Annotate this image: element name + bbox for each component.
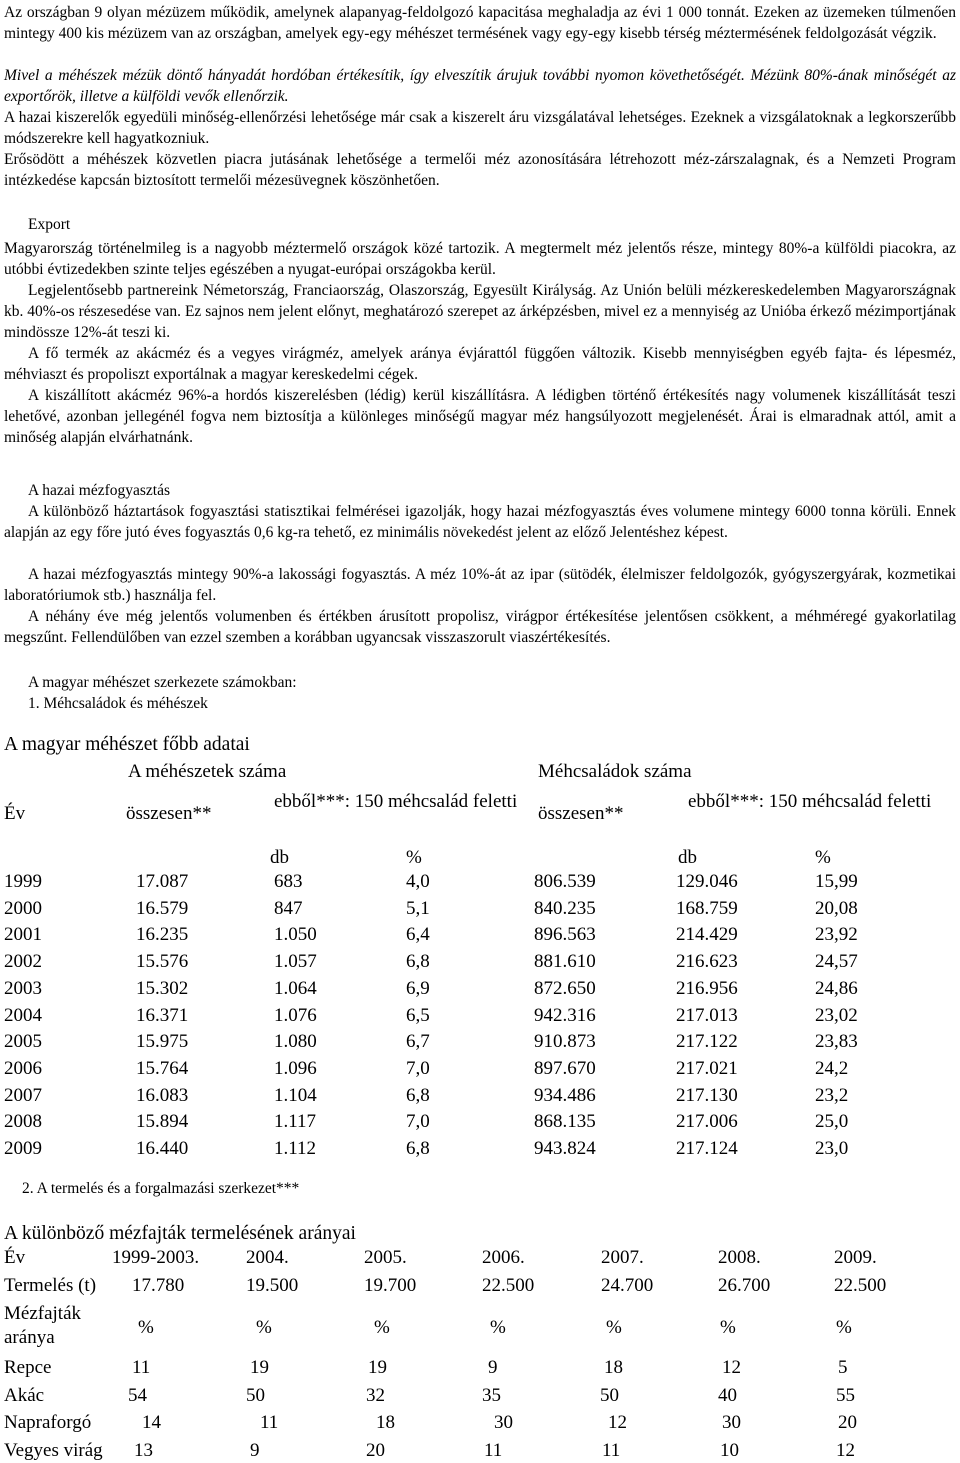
table1-beekeepers-total-cell: 15.894 (136, 1111, 189, 1133)
table1-colonies-over150-db-cell: 217.006 (676, 1111, 738, 1133)
table1-year-cell: 2008 (4, 1111, 42, 1133)
table1-beekeepers-over150-pct-cell: 6,9 (406, 977, 430, 999)
honey-share-cell: 50 (600, 1384, 619, 1406)
honey-share-cell: 9 (488, 1357, 498, 1378)
beekeepers-group-header: A méhészetek száma (128, 761, 287, 782)
honey-share-cell: 19 (250, 1357, 269, 1378)
honey-share-cell: 19 (368, 1357, 387, 1378)
table1-colonies-over150-db-cell: 217.122 (676, 1031, 738, 1053)
table1-colonies-total-cell: 881.610 (534, 951, 596, 973)
share-pct-unit: % (490, 1317, 506, 1338)
table2-year-header: 2009. (834, 1247, 877, 1268)
table2-section-heading: 2. A termelés és a forgalmazási szerkezet*** (22, 1180, 300, 1197)
table1-colonies-total-cell: 840.235 (534, 897, 596, 919)
year-column-header: Év (4, 803, 26, 824)
beekeepers-over150-header: ebből***: 150 méhcsalád feletti (274, 791, 518, 812)
table1-colonies-over150-db-cell: 168.759 (676, 897, 738, 919)
table1-beekeepers-over150-pct-cell: 6,7 (406, 1031, 430, 1053)
honey-share-cell: 12 (836, 1439, 855, 1461)
honey-share-cell: 11 (260, 1412, 279, 1433)
table1-beekeepers-over150-pct-cell: 6,5 (406, 1004, 430, 1026)
share-pct-unit: % (606, 1317, 622, 1338)
table1-beekeepers-total-cell: 16.579 (136, 897, 189, 919)
table1-colonies-total-cell: 896.563 (534, 924, 596, 946)
intro-paragraph-3: A hazai kiszerelők egyedüli minőség-ellenőrzési lehetősége már csak a kiszerelt áru vizsgálatával lehetséges. Ezeknek a vizsgálatoknak a legkorszerűbb módszerekre kell hagyatkozniuk. (4, 109, 956, 147)
table1-colonies-over150-pct-cell: 24,2 (815, 1057, 849, 1079)
table2-title: A különböző mézfajták termelésének arányai (4, 1223, 356, 1244)
table1-title: A magyar méhészet főbb adatai (4, 734, 250, 755)
table1-beekeepers-total-cell: 15.576 (136, 951, 189, 973)
production-cell: 22.500 (482, 1275, 535, 1296)
table1-colonies-over150-pct-cell: 24,57 (815, 951, 858, 973)
colonies-db-unit: db (678, 847, 697, 868)
table2-year-header: 2006. (482, 1247, 525, 1268)
honey-share-cell: 35 (482, 1384, 501, 1406)
intro-paragraph-1: Az országban 9 olyan mézüzem működik, amelynek alapanyag-feldolgozó kapacitása meghaladja az évi 1 000 tonnát. Ezeken az üzemeken túlmenően mintegy 400 kis mézüzem van az országban, amelyek egy-egy méhészet termésének vagy egy-egy kisebb térség méztermésének feldolgozását végzik. (4, 4, 956, 42)
honey-type-name: Napraforgó (4, 1412, 92, 1433)
beekeepers-db-unit: db (270, 847, 289, 868)
table1-colonies-total-cell: 868.135 (534, 1111, 596, 1133)
table1-colonies-total-cell: 806.539 (534, 871, 596, 892)
table1-beekeepers-over150-db-cell: 1.112 (274, 1138, 317, 1159)
production-cell: 24.700 (601, 1275, 654, 1296)
honey-share-cell: 20 (838, 1412, 857, 1433)
table1-colonies-over150-db-cell: 217.124 (676, 1138, 738, 1159)
table1-colonies-over150-pct-cell: 15,99 (815, 871, 858, 892)
table1-beekeepers-over150-pct-cell: 7,0 (406, 1111, 430, 1133)
honey-share-cell: 40 (718, 1384, 737, 1406)
table1-beekeepers-over150-db-cell: 1.057 (274, 951, 317, 973)
domestic-paragraph-1: A különböző háztartások fogyasztási statisztikai felmérései igazolják, hogy hazai mézfogyasztás éves volumene mintegy 6000 tonna körüli. Ennek alapján az egy főre jutó éves fogyasztás 0,6 kg-ra tehető, ez minimális növekedést jelent az előző Jelentéshez képest. (4, 503, 956, 541)
honey-type-name: Repce (4, 1357, 52, 1378)
table1-beekeepers-over150-db-cell: 1.064 (274, 977, 317, 999)
table1-colonies-over150-db-cell: 217.130 (676, 1084, 738, 1106)
share-label: Mézfajták aránya (4, 1303, 82, 1348)
honey-share-cell: 13 (134, 1439, 153, 1461)
table1-year-cell: 1999 (4, 871, 42, 892)
honey-share-cell: 11 (132, 1357, 151, 1378)
table1-colonies-over150-db-cell: 217.021 (676, 1057, 738, 1079)
table1-beekeepers-over150-pct-cell: 5,1 (406, 897, 430, 919)
table1-colonies-total-cell: 934.486 (534, 1084, 596, 1106)
honey-type-name: Akác (4, 1384, 45, 1406)
table1-year-cell: 2002 (4, 951, 42, 973)
table1-year-cell: 2000 (4, 897, 42, 919)
table1-year-cell: 2009 (4, 1138, 42, 1159)
table1-beekeepers-over150-db-cell: 1.076 (274, 1004, 317, 1026)
export-paragraph-2: Legjelentősebb partnereink Németország, Franciaország, Olaszország, Egyesült Királyság. Az Unión belüli mézkereskedelemben Magyarországnak kb. 40%-os részesedése van. Ez sajnos nem jelent előnyt, meghatározó szerepet az árképzésben, mivel ez a mennyiség az Unióba érkező mézimportjának mindössze 12%-át teszi ki. (4, 282, 956, 341)
export-paragraph-1: Magyarország történelmileg is a nagyobb méztermelő országok közé tartozik. A megtermelt méz jelentős része, mintegy 80%-a külföldi piacokra, az utóbbi évtizedekben szinte teljes egészében a nyugat-európai országokba kerül. (4, 240, 956, 278)
table1-colonies-over150-db-cell: 214.429 (676, 924, 738, 946)
export-paragraph-3: A fő termék az akácméz és a vegyes virágméz, amelyek aránya évjárattól függően változik. Kisebb mennyiségben egyéb fajta- és lépesméz, méhviaszt és propoliszt exportálnak a magyar kereskedelmi cégek. (4, 345, 956, 383)
beekeepers-total-header: összesen** (126, 803, 212, 824)
honey-share-cell: 12 (608, 1412, 627, 1433)
table1-colonies-over150-db-cell: 129.046 (676, 871, 738, 892)
production-cell: 17.780 (132, 1275, 185, 1296)
honey-type-name: Vegyes virág (4, 1439, 103, 1461)
colonies-over150-header: ebből***: 150 méhcsalád feletti (688, 791, 932, 812)
honey-share-cell: 11 (484, 1439, 503, 1461)
production-cell: 19.500 (246, 1275, 299, 1296)
table2-year-header: 2004. (246, 1247, 289, 1268)
table1-beekeepers-over150-pct-cell: 6,8 (406, 1138, 430, 1159)
intro-paragraph-2: Mivel a méhészek mézük döntő hányadát hordóban értékesítik, így elveszítik árujuk további nyomon követhetőségét. Mézünk 80%-ának minőségét az exportőrök, illetve a külföldi vevők ellenőrzik. (4, 67, 956, 105)
beekeepers-pct-unit: % (406, 847, 422, 868)
table1-beekeepers-total-cell: 16.083 (136, 1084, 189, 1106)
table1-beekeepers-over150-pct-cell: 6,8 (406, 951, 430, 973)
table1-beekeepers-total-cell: 15.764 (136, 1057, 189, 1079)
honey-share-cell: 55 (836, 1384, 855, 1406)
table1-beekeepers-over150-db-cell: 1.080 (274, 1031, 317, 1053)
domestic-paragraph-3: A néhány éve még jelentős volumenben és értékben árusított propolisz, virágpor értékesítése jelentősen csökkent, a méhméregé gyakorlatilag megszűnt. Fellendülőben van ezzel szemben a korábban ugyancsak visszaszorult viaszértékesítés. (4, 608, 956, 646)
table1-colonies-over150-pct-cell: 23,92 (815, 924, 858, 946)
table1-colonies-over150-db-cell: 216.956 (676, 977, 738, 999)
table1-beekeepers-total-cell: 15.975 (136, 1031, 189, 1053)
table1-beekeepers-over150-pct-cell: 6,4 (406, 924, 430, 946)
table1-colonies-over150-pct-cell: 23,83 (815, 1031, 858, 1053)
domestic-paragraph-2: A hazai mézfogyasztás mintegy 90%-a lakossági fogyasztás. A méz 10%-át az ipar (sütödék, élelmiszer feldolgozók, gyógyszergyárak, kozmetikai laboratóriumok stb.) használja fel. (4, 566, 956, 604)
honey-share-cell: 9 (250, 1439, 260, 1461)
table1-colonies-over150-pct-cell: 23,2 (815, 1084, 849, 1106)
production-label: Termelés (t) (4, 1275, 97, 1296)
intro-paragraph-4: Erősödött a méhészek közvetlen piacra jutásának lehetősége a termelői méz azonosítására létrehozott méz-zárszalagnak, és a Nemzeti Program intézkedése kapcsán biztosított termelői mézesüvegnek köszönhetően. (4, 151, 956, 189)
table1-year-cell: 2006 (4, 1057, 42, 1079)
colonies-total-header: összesen** (538, 803, 624, 824)
table1-year-cell: 2001 (4, 924, 42, 946)
export-heading: Export (28, 216, 71, 233)
table1-colonies-over150-pct-cell: 25,0 (815, 1111, 849, 1133)
table1-beekeepers-total-cell: 15.302 (136, 977, 189, 999)
table2-year-header: 2007. (601, 1247, 644, 1268)
table1-colonies-total-cell: 943.824 (534, 1138, 596, 1159)
honey-share-cell: 5 (838, 1357, 848, 1378)
honey-share-cell: 20 (366, 1439, 385, 1461)
table1-colonies-over150-db-cell: 217.013 (676, 1004, 738, 1026)
table1-beekeepers-over150-db-cell: 1.104 (274, 1084, 317, 1106)
honey-share-cell: 30 (494, 1412, 513, 1433)
table1-beekeepers-over150-db-cell: 683 (274, 871, 303, 892)
export-paragraph-4: A kiszállított akácméz 96%-a hordós kiszerelésben (lédig) kerül kiszállításra. A lédigben történő értékesítés nagy volumenek kiszállítását teszi lehetővé, azonban jellegénél fogva nem biztosítja a különleges minőségű magyar méz hangsúlyozott megjelenését. Árai is elmaradnak attól, amit a minőség alapján elvárhatnánk. (4, 387, 956, 446)
honey-share-cell: 14 (142, 1412, 161, 1433)
table1-year-cell: 2005 (4, 1031, 42, 1053)
table1-colonies-over150-pct-cell: 23,02 (815, 1004, 858, 1026)
table1-beekeepers-total-cell: 16.371 (136, 1004, 189, 1026)
domestic-heading: A hazai mézfogyasztás (28, 482, 171, 499)
share-pct-unit: % (138, 1317, 154, 1338)
production-cell: 26.700 (718, 1275, 771, 1296)
honey-share-cell: 18 (604, 1357, 623, 1378)
table2-year-header: 1999-2003. (112, 1247, 200, 1268)
table1-colonies-total-cell: 897.670 (534, 1057, 596, 1079)
structure-heading: A magyar méhészet szerkezete számokban: (28, 674, 297, 691)
share-pct-unit: % (374, 1317, 390, 1338)
table1-beekeepers-total-cell: 17.087 (136, 871, 189, 892)
table1-year-cell: 2004 (4, 1004, 42, 1026)
table1-colonies-over150-pct-cell: 23,0 (815, 1138, 849, 1159)
table1-colonies-over150-db-cell: 216.623 (676, 951, 738, 973)
table2-year-header: 2005. (364, 1247, 407, 1268)
share-pct-unit: % (720, 1317, 736, 1338)
table1-beekeepers-over150-pct-cell: 6,8 (406, 1084, 430, 1106)
table1-colonies-total-cell: 872.650 (534, 977, 596, 999)
table1-beekeepers-over150-pct-cell: 7,0 (406, 1057, 430, 1079)
table1-colonies-over150-pct-cell: 24,86 (815, 977, 858, 999)
honey-share-cell: 54 (128, 1384, 147, 1406)
honey-share-cell: 32 (366, 1384, 385, 1406)
table1-beekeepers-total-cell: 16.440 (136, 1138, 189, 1159)
table1-colonies-total-cell: 910.873 (534, 1031, 596, 1053)
table1-beekeepers-over150-db-cell: 1.117 (274, 1111, 317, 1133)
honey-share-cell: 30 (722, 1412, 741, 1433)
table1-beekeepers-over150-pct-cell: 4,0 (406, 871, 430, 892)
honey-share-cell: 10 (720, 1439, 739, 1461)
table1-beekeepers-over150-db-cell: 847 (274, 897, 303, 919)
table1-year-cell: 2007 (4, 1084, 42, 1106)
table2-year-label: Év (4, 1247, 26, 1268)
colonies-group-header: Méhcsaládok száma (538, 761, 692, 782)
production-cell: 19.700 (364, 1275, 417, 1296)
table2-year-header: 2008. (718, 1247, 761, 1268)
honey-share-cell: 12 (722, 1357, 741, 1378)
table1-colonies-total-cell: 942.316 (534, 1004, 596, 1026)
table1-beekeepers-over150-db-cell: 1.096 (274, 1057, 317, 1079)
share-pct-unit: % (256, 1317, 272, 1338)
production-cell: 22.500 (834, 1275, 887, 1296)
structure-subheading: 1. Méhcsaládok és méhészek (28, 695, 208, 712)
table1-year-cell: 2003 (4, 977, 42, 999)
table1-beekeepers-total-cell: 16.235 (136, 924, 189, 946)
honey-share-cell: 11 (602, 1439, 621, 1461)
table1-beekeepers-over150-db-cell: 1.050 (274, 924, 317, 946)
share-pct-unit: % (836, 1317, 852, 1338)
honey-share-cell: 18 (376, 1412, 395, 1433)
colonies-pct-unit: % (815, 847, 831, 868)
honey-share-cell: 50 (246, 1384, 265, 1406)
table1-colonies-over150-pct-cell: 20,08 (815, 897, 858, 919)
